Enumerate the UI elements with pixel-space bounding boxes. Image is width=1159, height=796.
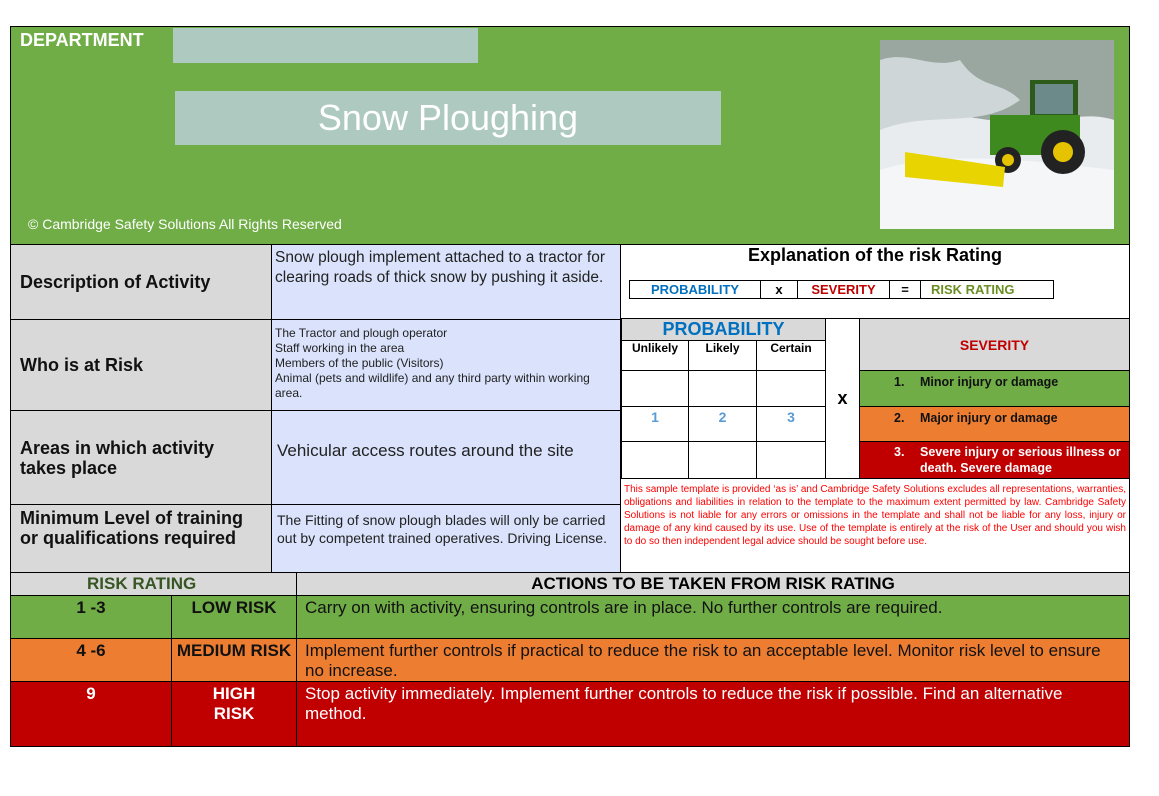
who-at-risk-value[interactable]	[271, 319, 621, 411]
risk-action-medium: Implement further controls if practical to reduce the risk to an acceptable level. Monitor risk level to ensure no increase.	[296, 638, 1130, 682]
risk-range-high: 9	[10, 681, 172, 747]
risk-person: Staff working in the area	[275, 341, 405, 355]
actions-header: ACTIONS TO BE TAKEN FROM RISK RATING	[296, 572, 1130, 596]
multiply-sign: x	[825, 318, 860, 479]
tractor-photo	[880, 40, 1114, 229]
severity-item-3: 3. Severe injury or serious illness or death. Severe damage	[859, 441, 1130, 479]
training-value[interactable]: The Fitting of snow plough blades will only be carried out by competent trained operatives. Driving License.	[271, 504, 621, 573]
risk-level-low: LOW RISK	[171, 595, 297, 639]
severity-title: SEVERITY	[859, 318, 1130, 371]
risk-action-low: Carry on with activity, ensuring controls are in place. No further controls are required.	[296, 595, 1130, 639]
copyright: © Cambridge Safety Solutions All Rights Reserved	[28, 216, 342, 232]
risk-rating-header: RISK RATING	[10, 572, 297, 596]
risk-person: Animal (pets and wildlife) and any third party within working area.	[275, 371, 590, 400]
risk-level-medium: MEDIUM RISK	[171, 638, 297, 682]
formula-risk-rating: RISK RATING	[920, 280, 1054, 299]
page-title: Snow Ploughing	[175, 91, 721, 145]
areas-value[interactable]: Vehicular access routes around the site	[271, 410, 621, 505]
probability-value-2: 2	[688, 406, 757, 442]
formula-probability: PROBABILITY	[629, 280, 761, 299]
formula-severity: SEVERITY	[797, 280, 890, 299]
probability-col-certain: Certain	[756, 340, 826, 371]
disclaimer: This sample template is provided ‘as is’ and Cambridge Safety Solutions excludes all representations, warranties, obligations and liabilities in relation to the template to the maximum extent permitted by law. Cambridge Safety Solutions is not liable for any errors or omissions in the template and shall not be liable for any loss, injury or damage of any kind caused by its use. Use of the template is entirely at the risk of the User and should you wish to do so then independent legal advice should be sought before use.	[620, 478, 1130, 573]
description-label: Description of Activity	[10, 244, 272, 320]
severity-item-1: 1. Minor injury or damage	[859, 370, 1130, 407]
department-input[interactable]	[173, 28, 478, 63]
risk-person: Members of the public (Visitors)	[275, 356, 444, 370]
probability-value-3: 3	[756, 406, 826, 442]
risk-level-high: HIGH RISK	[171, 681, 297, 747]
training-label: Minimum Level of training or qualifications required	[10, 504, 272, 573]
formula-times: x	[760, 280, 798, 299]
department-label: DEPARTMENT	[20, 30, 144, 50]
who-at-risk-label: Who is at Risk	[10, 319, 272, 411]
risk-range-low: 1 -3	[10, 595, 172, 639]
risk-range-medium: 4 -6	[10, 638, 172, 682]
probability-col-unlikely: Unlikely	[621, 340, 689, 371]
probability-value-1: 1	[621, 406, 689, 442]
risk-action-high: Stop activity immediately. Implement further controls to reduce the risk if possible. Find an alternative method.	[296, 681, 1130, 747]
severity-item-2: 2. Major injury or damage	[859, 406, 1130, 442]
areas-label: Areas in which activity takes place	[10, 410, 272, 505]
formula-equals: =	[889, 280, 921, 299]
risk-person: The Tractor and plough operator	[275, 326, 448, 340]
description-value[interactable]: Snow plough implement attached to a tractor for clearing roads of thick snow by pushing it aside.	[271, 244, 621, 320]
probability-title: PROBABILITY	[621, 318, 826, 341]
probability-col-likely: Likely	[688, 340, 757, 371]
explanation-title: Explanation of the risk Rating	[747, 245, 1003, 265]
